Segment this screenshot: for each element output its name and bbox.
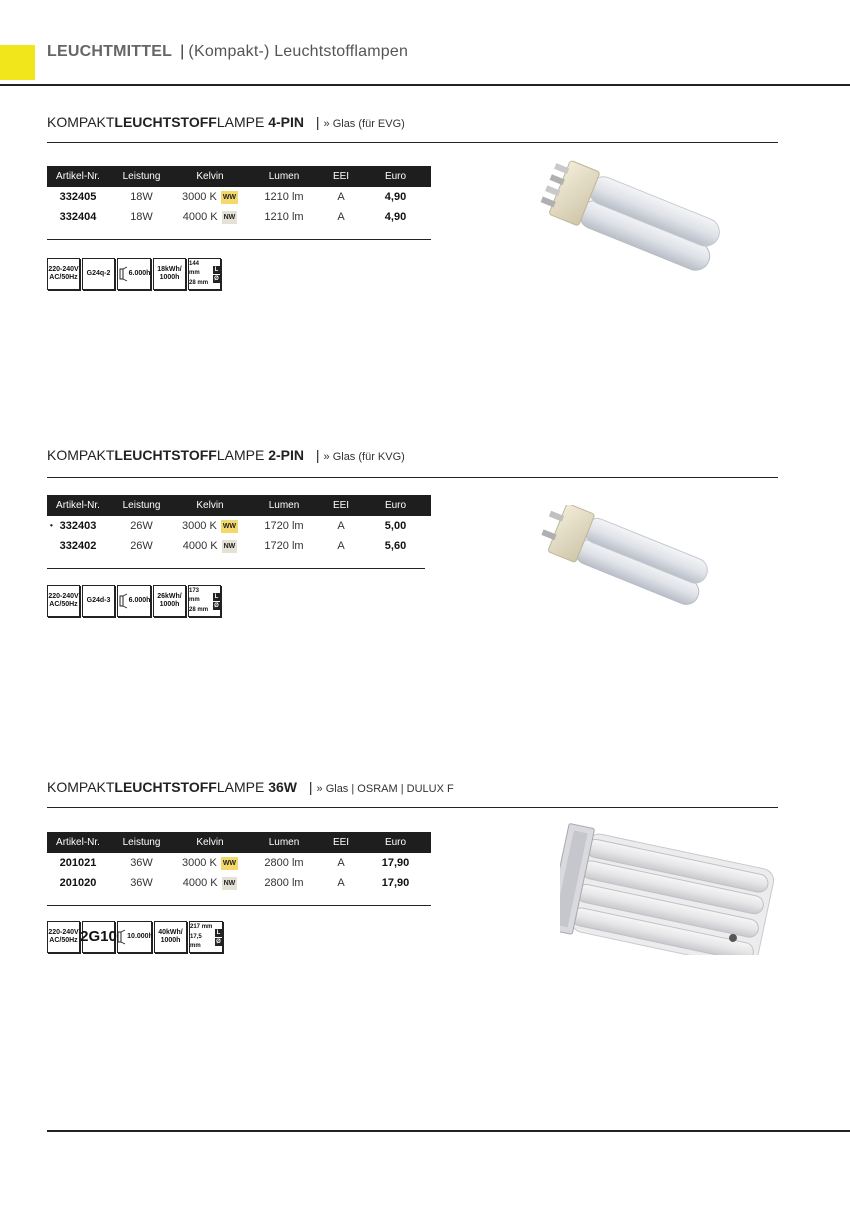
- col-lumen: Lumen: [268, 171, 300, 182]
- title-separator: |: [315, 114, 320, 130]
- eei: A: [337, 857, 345, 869]
- table-row: [47, 536, 431, 556]
- page-subcategory: (Kompakt-) Leuchtstofflampen: [188, 43, 409, 60]
- table-row: [47, 853, 431, 873]
- voltage-line-1: 220-240V: [48, 266, 79, 273]
- lifetime-hours: 10.000h: [127, 933, 153, 940]
- dimensions-icon: [188, 258, 221, 290]
- table-header-row: [47, 166, 431, 187]
- lumen: 2800 lm: [264, 857, 304, 869]
- table-row: [47, 873, 431, 893]
- socket-icon: [82, 258, 115, 290]
- length-symbol: L: [214, 266, 219, 273]
- kelvin: 3000 K: [181, 856, 217, 869]
- voltage-icon: [47, 258, 80, 290]
- kelvin: 3000 K: [181, 519, 217, 532]
- power: 26W: [130, 540, 153, 552]
- header-divider: [0, 84, 850, 86]
- section-spec-brand: OSRAM: [357, 783, 398, 795]
- title-variant: 2-PIN: [268, 447, 304, 463]
- section-spec-model: DULUX F: [406, 783, 454, 795]
- socket-type: G24q-2: [86, 270, 111, 277]
- energy-line-1: 26kWh/: [157, 593, 182, 600]
- table-header-row: [47, 495, 431, 516]
- energy-line-1: 18kWh/: [157, 266, 182, 273]
- lifetime-icon: [117, 258, 151, 290]
- title-prefix: KOMPAKT: [47, 779, 115, 795]
- voltage-line-1: 220-240V: [48, 593, 79, 600]
- lamp-glyph-icon: [118, 593, 128, 609]
- col-euro: Euro: [384, 171, 407, 182]
- col-artikel: Artikel-Nr.: [56, 837, 100, 848]
- table-header-row: [47, 832, 431, 853]
- table-row: [47, 207, 431, 227]
- page-header: [47, 43, 408, 61]
- length-unit: mm: [189, 597, 200, 603]
- diameter-value: 28: [189, 607, 196, 613]
- warm-white-badge: WW: [221, 857, 238, 870]
- eei: A: [337, 877, 345, 889]
- title-prefix: KOMPAKT: [47, 447, 115, 463]
- table-row: [47, 516, 431, 536]
- dimensions-icon: [189, 921, 223, 953]
- section-title: [47, 114, 405, 130]
- power: 18W: [130, 211, 153, 223]
- title-prefix: KOMPAKT: [47, 114, 115, 130]
- section-spec: » Glas (für KVG): [323, 451, 405, 463]
- col-artikel: Artikel-Nr.: [56, 500, 100, 511]
- diameter-unit: mm: [190, 943, 201, 949]
- lifetime-hours: 6.000h: [128, 270, 151, 277]
- length-symbol: L: [216, 929, 221, 936]
- col-lumen: Lumen: [268, 500, 300, 511]
- lumen: 2800 lm: [264, 877, 304, 889]
- spec-separator: |: [397, 783, 407, 795]
- kelvin: 4000 K: [182, 876, 218, 889]
- dimensions-icon: [188, 585, 221, 617]
- article-number-cell: [47, 516, 109, 536]
- spec-icons: [47, 258, 221, 290]
- lifetime-hours: 6.000h: [128, 597, 151, 604]
- price: 5,00: [384, 520, 407, 532]
- section-title: [47, 447, 405, 463]
- eei: A: [337, 211, 345, 223]
- length-value: 217: [190, 924, 201, 930]
- section-divider: [47, 477, 778, 478]
- title-bold: LEUCHTSTOFF: [114, 447, 217, 463]
- col-lumen: Lumen: [268, 837, 300, 848]
- lumen: 1210 lm: [264, 191, 304, 203]
- title-separator: |: [308, 779, 313, 795]
- spec-icons: [47, 921, 223, 953]
- section-spec-glass: » Glas: [316, 783, 349, 795]
- eei: A: [337, 191, 345, 203]
- voltage-icon: [47, 585, 80, 617]
- col-leistung: Leistung: [122, 837, 161, 848]
- energy-icon: [153, 585, 186, 617]
- warm-white-badge: WW: [221, 191, 238, 204]
- diameter-unit: mm: [197, 280, 209, 286]
- col-kelvin: Kelvin: [196, 500, 224, 511]
- product-table: [47, 495, 431, 556]
- length-value: 144: [189, 261, 200, 267]
- length-value: 173: [189, 588, 200, 594]
- page-category: LEUCHTMITTEL: [47, 43, 173, 60]
- kelvin: 3000 K: [181, 190, 217, 203]
- article-number: 332404: [59, 211, 97, 223]
- energy-line-2: 1000h: [160, 937, 181, 944]
- col-leistung: Leistung: [122, 171, 161, 182]
- table-bottom-rule: [47, 568, 425, 569]
- length-symbol: L: [214, 593, 219, 600]
- kelvin: 4000 K: [182, 539, 218, 552]
- price: 17,90: [381, 877, 410, 889]
- article-number: 332403: [59, 520, 97, 532]
- socket-type: 2G10: [80, 928, 117, 945]
- table-bottom-rule: [47, 239, 431, 240]
- length-unit: mm: [189, 270, 200, 276]
- title-middle: LAMPE: [216, 447, 265, 463]
- section-title: [47, 779, 454, 795]
- power: 36W: [130, 877, 153, 889]
- lumen: 1720 lm: [264, 540, 304, 552]
- section-divider: [47, 142, 778, 143]
- price: 4,90: [384, 211, 407, 223]
- power: 18W: [130, 191, 153, 203]
- article-number: 332405: [59, 191, 97, 203]
- kelvin-cell: [174, 207, 246, 227]
- col-kelvin: Kelvin: [196, 171, 224, 182]
- lifetime-icon: [117, 585, 151, 617]
- lamp-glyph-icon: [118, 266, 128, 282]
- power: 26W: [130, 520, 153, 532]
- eei: A: [337, 520, 345, 532]
- col-euro: Euro: [384, 500, 407, 511]
- title-separator: |: [315, 447, 320, 463]
- product-table: [47, 832, 431, 893]
- title-variant: 36W: [268, 779, 297, 795]
- spec-separator: |: [348, 783, 358, 795]
- voltage-line-1: 220-240V: [48, 929, 79, 936]
- col-eei: EEI: [332, 171, 350, 182]
- section-spec: » Glas (für EVG): [323, 118, 405, 130]
- diameter-symbol: Ø: [214, 275, 219, 282]
- kelvin-cell: [174, 536, 246, 556]
- title-bold: LEUCHTSTOFF: [114, 114, 217, 130]
- title-variant: 4-PIN: [268, 114, 304, 130]
- lumen: 1210 lm: [264, 211, 304, 223]
- lamp-glyph-icon: [116, 929, 126, 945]
- socket-icon: [82, 921, 115, 953]
- lumen: 1720 lm: [264, 520, 304, 532]
- energy-icon: [153, 258, 186, 290]
- lifetime-icon: [117, 921, 152, 953]
- energy-line-1: 40kWh/: [158, 929, 183, 936]
- spec-icons: [47, 585, 221, 617]
- kelvin-cell: [174, 187, 246, 207]
- socket-type: G24d-3: [86, 597, 111, 604]
- lamp-36w-image: [560, 820, 785, 955]
- voltage-icon: [47, 921, 80, 953]
- col-eei: EEI: [332, 500, 350, 511]
- diameter-value: 28: [189, 280, 196, 286]
- col-leistung: Leistung: [122, 500, 161, 511]
- diameter-symbol: Ø: [214, 602, 219, 609]
- voltage-line-2: AC/50Hz: [49, 601, 78, 608]
- product-table: [47, 166, 431, 227]
- warm-white-badge: WW: [221, 520, 238, 533]
- energy-line-2: 1000h: [159, 274, 180, 281]
- table-bottom-rule: [47, 905, 431, 906]
- title-middle: LAMPE: [216, 779, 265, 795]
- neutral-white-badge: NW: [222, 540, 238, 553]
- length-unit: mm: [201, 924, 213, 930]
- title-middle: LAMPE: [216, 114, 265, 130]
- table-row: [47, 187, 431, 207]
- col-eei: EEI: [332, 837, 350, 848]
- power: 36W: [130, 857, 153, 869]
- neutral-white-badge: NW: [222, 211, 238, 224]
- kelvin-cell: [174, 873, 246, 893]
- voltage-line-2: AC/50Hz: [49, 937, 78, 944]
- lamp-2pin-image: [540, 505, 720, 605]
- voltage-line-2: AC/50Hz: [49, 274, 78, 281]
- neutral-white-badge: NW: [222, 877, 238, 890]
- footer-divider: [47, 1130, 850, 1132]
- col-kelvin: Kelvin: [196, 837, 224, 848]
- title-bold: LEUCHTSTOFF: [114, 779, 217, 795]
- energy-line-2: 1000h: [159, 601, 180, 608]
- kelvin-cell: [174, 853, 246, 873]
- new-item-marker: •: [50, 521, 53, 530]
- energy-icon: [154, 921, 187, 953]
- price: 4,90: [384, 191, 407, 203]
- lamp-4pin-image: [540, 160, 730, 275]
- col-artikel: Artikel-Nr.: [56, 171, 100, 182]
- kelvin: 4000 K: [182, 210, 218, 223]
- article-number: 201021: [59, 857, 97, 869]
- category-color-tab: [0, 45, 35, 80]
- kelvin-cell: [174, 516, 246, 536]
- article-number: 332402: [59, 540, 97, 552]
- diameter-value: 17,5: [190, 934, 202, 940]
- eei: A: [337, 540, 345, 552]
- price: 5,60: [384, 540, 407, 552]
- section-divider: [47, 807, 778, 808]
- diameter-symbol: Ø: [216, 938, 221, 945]
- article-number: 201020: [59, 877, 97, 889]
- price: 17,90: [381, 857, 410, 869]
- diameter-unit: mm: [197, 607, 209, 613]
- col-euro: Euro: [384, 837, 407, 848]
- socket-icon: [82, 585, 115, 617]
- header-separator: |: [180, 43, 185, 60]
